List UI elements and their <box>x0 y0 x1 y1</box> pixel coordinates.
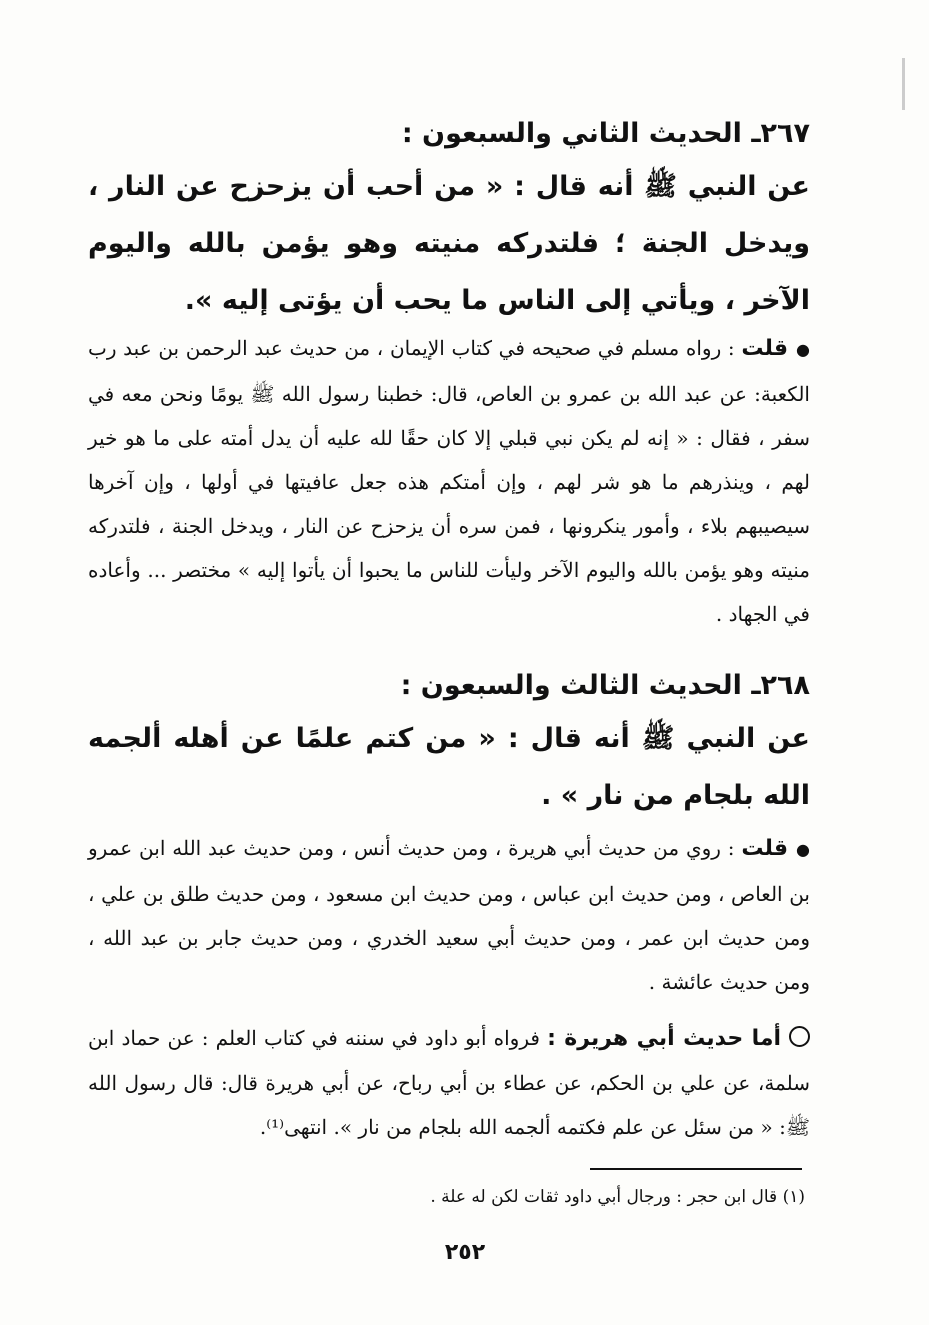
hadith-268-text: عن النبي ﷺ أنه قال : « من كتم علمًا عن أهله ألجمه الله بلجام من نار » . <box>88 723 810 811</box>
footnote-marker: (١) <box>782 1187 805 1207</box>
hadith-267-title: ٢٦٧ـ الحديث الثاني والسبعون : <box>401 118 810 149</box>
footnote-text: قال ابن حجر : ورجال أبي داود ثقات لكن له علة . <box>430 1187 778 1207</box>
hadith-267-text: عن النبي ﷺ أنه قال : « من أحب أن يزحزح عن النار ، ويدخل الجنة ؛ فلتدركه منيته وهو يؤمن بالله واليوم الآخر ، ويأتي إلى الناس ما يحب أن يؤتى إليه ». <box>88 171 810 316</box>
footnote-divider <box>590 1168 802 1170</box>
abu-hurayra-text: فرواه أبو داود في سننه في كتاب العلم : عن حماد ابن سلمة، عن علي بن الحكم، عن عطاء بن أبي رباح، عن أبي هريرة قال: قال رسول الله ﷺ: « من سئل عن علم فكتمه ألجمه الله بلجام من نار ». انتهى⁽¹⁾. <box>88 1026 810 1139</box>
footnote <box>300 1182 805 1212</box>
bullet-icon: ● <box>796 340 810 359</box>
circle-icon <box>789 1026 810 1047</box>
hadith-268-block <box>88 662 810 824</box>
page-number: ٢٥٢ <box>444 1240 486 1265</box>
margin-mark <box>902 58 905 110</box>
bullet-icon: ● <box>796 840 810 859</box>
hadith-268-title: ٢٦٨ـ الحديث الثالث والسبعون : <box>400 670 810 701</box>
abu-hurayra-section <box>88 1016 810 1149</box>
commentary-text: : روي من حديث أبي هريرة ، ومن حديث أنس ، ومن حديث عبد الله ابن عمرو بن العاص ، ومن حديث ابن عباس ، ومن حديث ابن مسعود ، ومن حديث طلق بن علي ، ومن حديث ابن عمر ، ومن حديث أبي سعيد الخدري ، ومن حديث جابر بن عبد الله ، ومن حديث عائشة . <box>88 836 810 994</box>
hadith-268-commentary <box>88 826 810 1004</box>
commentary-lead: قلت <box>741 336 789 361</box>
commentary-text: : رواه مسلم في صحيحه في كتاب الإيمان ، من حديث عبد الرحمن بن عبد رب الكعبة: عن عبد الله بن عمرو بن العاص، قال: خطبنا رسول الله ﷺ يومًا ونحن معه في سفر ، فقال : « إنه لم يكن نبي قبلي إلا كان حقًا لله عليه أن يدل أمته على ما هو خير لهم ، وينذرهم ما هو شر لهم ، وإن أمتكم هذه جعل عافيتها في أولها ، وإن آخرها سيصيبهم بلاء ، وأمور ينكرونها ، فمن سره أن يزحزح عن النار ، ويدخل الجنة ، فلتدركه منيته وهو يؤمن بالله واليوم الآخر وليأت للناس ما يحبوا أن يأتوا إليه » مختصر ... وأعاده في الجهاد . <box>88 336 810 626</box>
hadith-267-commentary <box>88 326 810 636</box>
commentary-lead: قلت <box>741 836 789 861</box>
hadith-267-block <box>88 110 810 329</box>
abu-hurayra-lead: أما حديث أبي هريرة : <box>547 1026 782 1051</box>
